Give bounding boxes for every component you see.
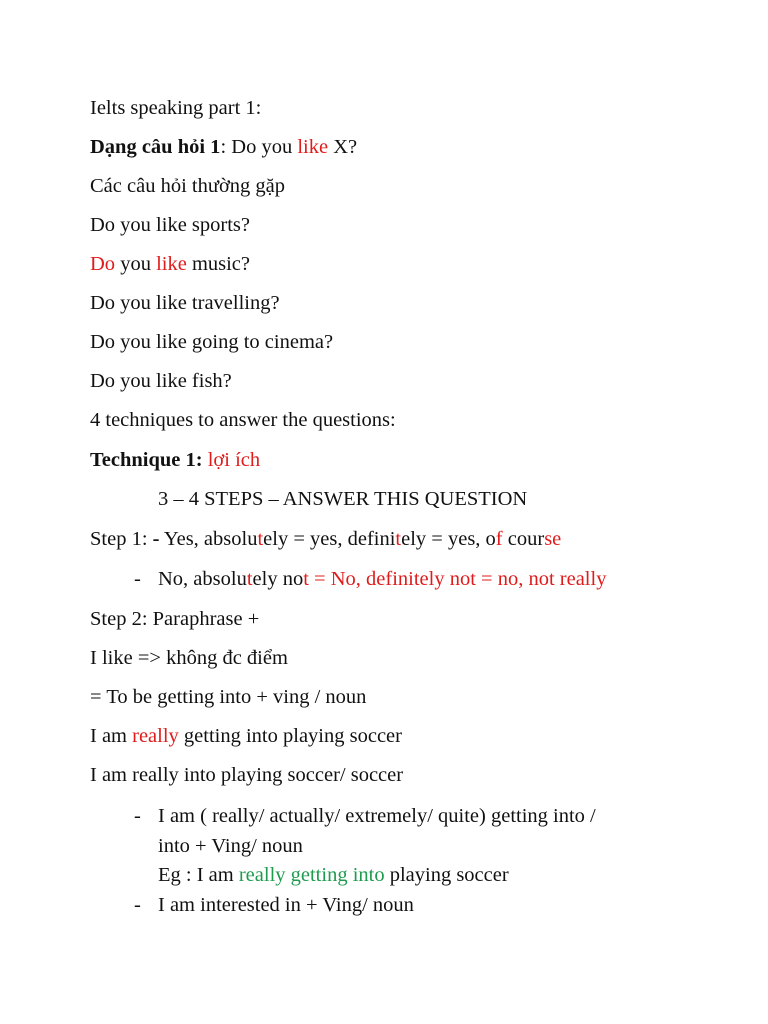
step-1-red-1: t: [257, 528, 264, 550]
bullet-1-line-1: I am ( really/ actually/ extremely/ quite) getting into /: [158, 805, 596, 827]
example-suffix: playing soccer: [384, 864, 509, 886]
common-questions: Các câu hỏi thường gặp: [90, 175, 286, 197]
step-1-dash: -: [152, 528, 160, 550]
technique-1-label: Technique 1:: [90, 449, 203, 471]
step-1-text-3: ely = yes, o: [401, 528, 496, 550]
step-1-red-4: se: [544, 528, 562, 550]
step-2-line: Step 2: Paraphrase +: [90, 608, 260, 630]
question-fish: Do you like fish?: [90, 370, 232, 392]
really-line-text-2: getting into playing soccer: [178, 725, 402, 747]
step-1b-text-1: No, absolu: [158, 568, 247, 590]
question-sports: Do you like sports?: [90, 214, 250, 236]
to-be-line: = To be getting into + ving / noun: [90, 686, 367, 708]
bullet-dash: -: [134, 568, 141, 590]
step-1-prefix: Step 1:: [90, 528, 153, 550]
technique-1-value: lợi ích: [202, 449, 261, 471]
bullet-dash: -: [134, 894, 141, 916]
question-travelling: Do you like travelling?: [90, 292, 280, 314]
step-1-red-3: f: [495, 528, 503, 550]
question-type-rest: X?: [328, 136, 358, 158]
q2-do: Do: [90, 253, 116, 275]
i-like-line: I like => không đc điểm: [90, 647, 288, 669]
question-cinema: Do you like going to cinema?: [90, 331, 334, 353]
title: Ielts speaking part 1:: [90, 97, 262, 119]
question-type-label: Dạng câu hỏi 1: [90, 136, 221, 158]
q2-you: you: [115, 253, 157, 275]
bullet-dash: -: [134, 805, 141, 827]
bullet-1-line-2: into + Ving/ noun: [158, 835, 303, 857]
technique-1-line: [90, 448, 260, 472]
question-type-sep: : Do you: [220, 136, 298, 158]
really-line: [90, 724, 402, 748]
techniques-heading: 4 techniques to answer the questions:: [90, 409, 396, 431]
q2-rest: music?: [186, 253, 251, 275]
example-line: [158, 863, 509, 887]
step-1-text-1: Yes, absolu: [159, 528, 258, 550]
example-highlight: really getting into: [238, 864, 385, 886]
bullet-2-line: I am interested in + Ving/ noun: [158, 894, 414, 916]
step-1b-red-2: t = No, definitely not = no, not really: [303, 568, 607, 590]
step-1-text-4: cour: [502, 528, 545, 550]
really-line-red: really: [132, 725, 179, 747]
step-1-line: [90, 527, 561, 551]
steps-heading: 3 – 4 STEPS – ANSWER THIS QUESTION: [158, 488, 528, 510]
question-type-like: like: [297, 136, 329, 158]
step-1-red-2: t: [395, 528, 402, 550]
step-1b-text-2: ely no: [252, 568, 304, 590]
question-type-line: [90, 135, 357, 159]
really-line-text-1: I am: [90, 725, 133, 747]
into-line: I am really into playing soccer/ soccer: [90, 764, 404, 786]
q2-like: like: [156, 253, 187, 275]
step-1-text-2: ely = yes, defini: [263, 528, 396, 550]
example-prefix: Eg : I am: [158, 864, 239, 886]
step-1-negative-line: [158, 567, 606, 591]
question-music: [90, 252, 250, 276]
step-1b-red-1: t: [246, 568, 253, 590]
